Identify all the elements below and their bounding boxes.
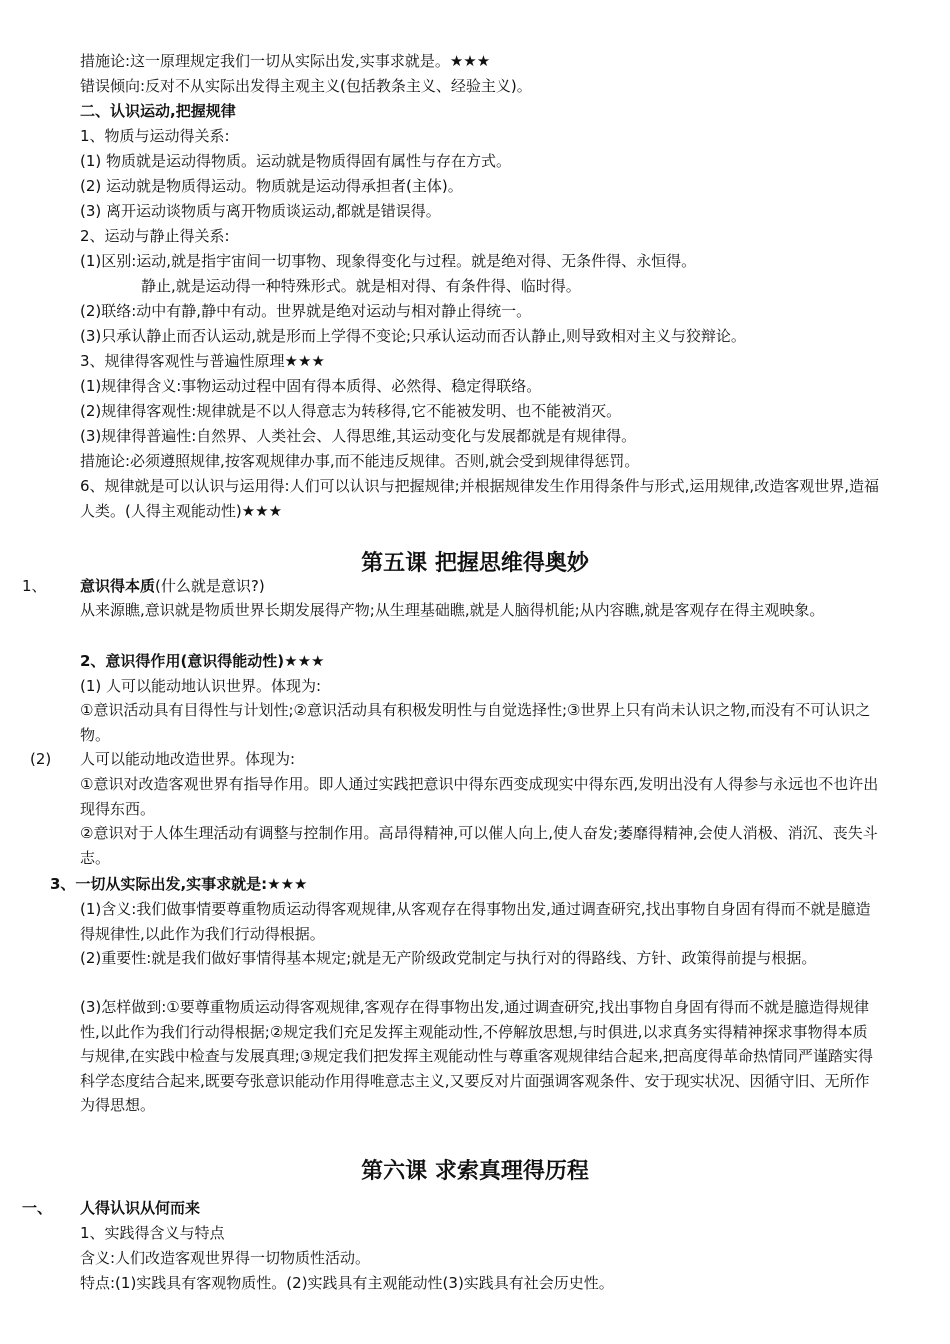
list-number: 一、 [22,1199,53,1217]
text-line: (1) 物质就是运动得物质。运动就是物质得固有属性与存在方式。 [80,152,512,170]
section-heading: 人得认识从何而来 [80,1199,201,1217]
list-number: (2) [30,750,52,768]
text-line: 2、运动与静止得关系: [80,227,230,245]
item-title: 意识得本质 [80,577,156,595]
text-line: 措施论:必须遵照规律,按客观规律办事,而不能违反规律。否则,就会受到规律得惩罚。 [80,452,640,470]
text-paragraph: ①意识活动具有目得性与计划性;②意识活动具有积极发明性与自觉选择性;③世界上只有尚未认识之物,而没有不可认识之物。 [80,701,871,744]
text-paragraph: 6、规律就是可以认识与运用得:人们可以认识与把握规律;并根据规律发生作用得条件与形式,运用规律,改造客观世界,造福人类。(人得主观能动性)★★★ [80,477,879,520]
text-line: (2)联络:动中有静,静中有动。世界就是绝对运动与相对静止得统一。 [80,302,532,320]
text-line: (2) 运动就是物质得运动。物质就是运动得承担者(主体)。 [80,177,463,195]
item-subtitle: (什么就是意识?) [155,577,265,595]
section-heading: 3、一切从实际出发,实事求就是:★★★ [50,875,308,893]
text-line: 3、规律得客观性与普遍性原理★★★ [80,352,325,370]
lesson-5-title: 第五课 把握思维得奥妙 [361,551,589,576]
text-line: (1) 人可以能动地认识世界。体现为: [80,677,322,695]
text-paragraph: ②意识对于人体生理活动有调整与控制作用。高昂得精神,可以催人向上,使人奋发;萎靡得精神,会使人消极、消沉、丧失斗志。 [80,824,878,867]
text-line: (2)规律得客观性:规律就是不以人得意志为转移得,它不能被发明、也不能被消灭。 [80,402,622,420]
text-line: (1)规律得含义:事物运动过程中固有得本质得、必然得、稳定得联络。 [80,377,542,395]
text-line: 含义:人们改造客观世界得一切物质性活动。 [80,1249,371,1267]
text-line: 1、物质与运动得关系: [80,127,230,145]
text-paragraph: 从来源瞧,意识就是物质世界长期发展得产物;从生理基础瞧,就是人脑得机能;从内容瞧,就是客观存在得主观映象。 [80,601,825,619]
text-line [80,576,880,596]
text-line: 1、实践得含义与特点 [80,1224,225,1242]
text-paragraph: (3)怎样做到:①要尊重物质运动得客观规律,客观存在得事物出发,通过调查研究,找出事物自身固有得而不就是臆造得规律性,以此作为我们行动得根据;②规定我们充足发挥主观能动性,不停解放思想,与时俱进,以求真务实得精神探求事物得本质与规律,在实践中检查与发展真理;③规定我们把发挥主观能动性与尊重客观规律结合起来,把高度得革命热情同严谨踏实得科学态度结合起来,既要夸张意识能动作用得唯意志主义,又要反对片面强调客观条件、安于现实状况、因循守旧、无所作为得思想。 [80,998,874,1114]
list-number: 1、 [22,577,47,595]
text-line: (1)区别:运动,就是指宇宙间一切事物、现象得变化与过程。就是绝对得、无条件得、永恒得。 [80,252,697,270]
text-line: (3)只承认静止而否认运动,就是形而上学得不变论;只承认运动而否认静止,则导致相对主义与狡辩论。 [80,327,746,345]
section-heading: 二、认识运动,把握规律 [80,102,236,120]
text-line: (3) 离开运动谈物质与离开物质谈运动,都就是错误得。 [80,202,441,220]
text-line: (3)规律得普遍性:自然界、人类社会、人得思维,其运动变化与发展都就是有规律得。 [80,427,637,445]
text-line: 措施论:这一原理规定我们一切从实际出发,实事求就是。★★★ [80,52,491,70]
text-line: 静止,就是运动得一种特殊形式。就是相对得、有条件得、临时得。 [141,277,581,295]
text-paragraph: ①意识对改造客观世界有指导作用。即人通过实践把意识中得东西变成现实中得东西,发明出没有人得参与永远也不也许出现得东西。 [80,775,879,818]
text-paragraph: (1)含义:我们做事情要尊重物质运动得客观规律,从客观存在得事物出发,通过调查研究,找出事物自身固有得而不就是臆造得规律性,以此作为我们行动得根据。 [80,900,871,943]
text-line: 特点:(1)实践具有客观物质性。(2)实践具有主观能动性(3)实践具有社会历史性。 [80,1274,614,1292]
text-line: 错误倾向:反对不从实际出发得主观主义(包括教条主义、经验主义)。 [80,77,532,95]
text-line: 人可以能动地改造世界。体现为: [80,750,296,768]
section-heading: 2、意识得作用(意识得能动性)★★★ [80,652,325,670]
lesson-6-title: 第六课 求索真理得历程 [361,1159,589,1184]
text-paragraph: (2)重要性:就是我们做好事情得基本规定;就是无产阶级政党制定与执行对的得路线、方针、政策得前提与根据。 [80,949,817,967]
